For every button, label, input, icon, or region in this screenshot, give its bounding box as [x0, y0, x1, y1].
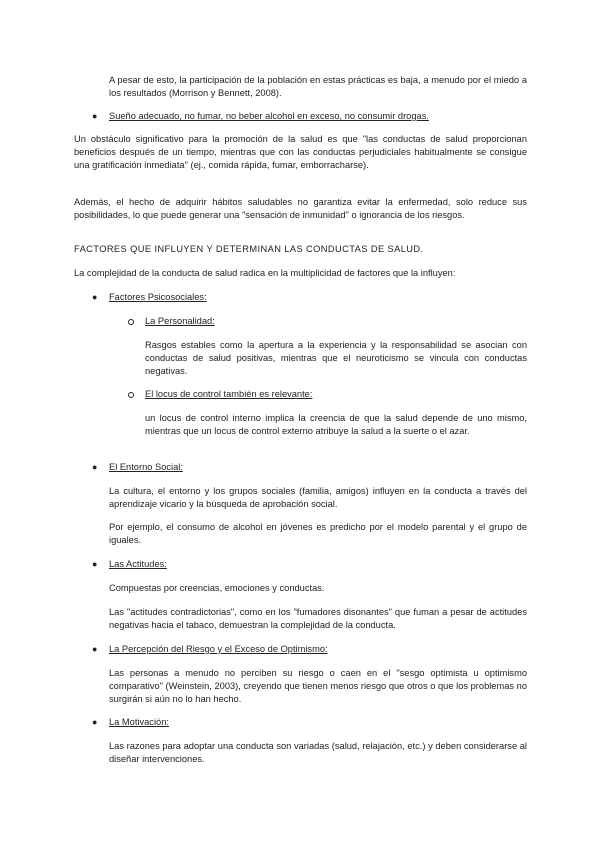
bullet-dot: ● [92, 111, 98, 121]
bullet-dot: ● [92, 292, 98, 302]
complexity-paragraph: La complejidad de la conducta de salud radica en la multiplicidad de factores que la influyen: [74, 268, 456, 278]
attitudes-text-2: Las "actitudes contradictorias", como en los "fumadores disonantes" que fuman a pesar de actitudes negativas hacia el tabaco, demuestran la complejidad de la conducta. [109, 607, 527, 630]
attitudes-text-1: Compuestas por creencias, emociones y conductas. [109, 583, 325, 593]
social-text-1: La cultura, el entorno y los grupos sociales (familia, amigos) influyen en la conducta a través del aprendizaje vicario y la búsqueda de aprobación social. [109, 486, 527, 509]
bullet-dot: ● [92, 462, 98, 472]
locus-text: un locus de control interno implica la creencia de que la salud depende de uno mismo, mientras que un locus de control externo atribuye la salud a la suerte o el azar. [145, 413, 527, 436]
psychosocial-label: Factores Psicosociales: [109, 292, 207, 302]
section-heading: FACTORES QUE INFLUYEN Y DETERMINAN LAS CONDUCTAS DE SALUD. [74, 244, 424, 254]
motivation-text: Las razones para adoptar una conducta son variadas (salud, relajación, etc.) y deben considerarse al diseñar intervenciones. [109, 741, 527, 764]
obstacle-paragraph: Un obstáculo significativo para la promoción de la salud es que "las conductas de salud proporcionan beneficios después de un tiempo, mientras que con las conductas perjudiciales habitualmente se consigue una gratificación inmediata" (ej., comida rápida, fumar, emborracharse). [74, 134, 527, 170]
intro-paragraph: A pesar de esto, la participación de la población en estas prácticas es baja, a menudo por el miedo a los resultados (Morrison y Bennett, 2008). [109, 75, 527, 98]
bullet-dot: ● [92, 559, 98, 569]
also-paragraph: Además, el hecho de adquirir hábitos saludables no garantiza evitar la enfermedad, solo reduce sus posibilidades, lo que puede generar una "sensación de inmunidad" o ignorancia de los riesgos. [74, 197, 527, 220]
social-label: El Entorno Social: [109, 462, 183, 472]
bullet-dot: ● [92, 717, 98, 727]
motivation-label: La Motivación: [109, 717, 169, 727]
personality-text: Rasgos estables como la apertura a la experiencia y la responsabilidad se asocian con conductas de salud positivas, mientras que el neuroticismo se vincula con conductas negativas. [145, 340, 527, 376]
locus-label: El locus de control también es relevante: [145, 389, 313, 399]
personality-label: La Personalidad: [145, 316, 215, 326]
circle-bullet-icon [128, 319, 134, 325]
social-text-2: Por ejemplo, el consumo de alcohol en jóvenes es predicho por el modelo parental y el grupo de iguales. [109, 522, 527, 545]
circle-bullet-icon [128, 392, 134, 398]
bullet-dot: ● [92, 644, 98, 654]
risk-label: La Percepción del Riesgo y el Exceso de Optimismo: [109, 644, 328, 654]
bullet-sleep: Sueño adecuado, no fumar, no beber alcohol en exceso, no consumir drogas. [109, 111, 429, 121]
attitudes-label: Las Actitudes: [109, 559, 167, 569]
risk-text: Las personas a menudo no perciben su riesgo o caen en el "sesgo optimista u optimismo comparativo" (Weinstein, 2003), creyendo que tienen menos riesgo que otros o que los problemas no surgirán si aún no lo han hecho. [109, 668, 527, 704]
